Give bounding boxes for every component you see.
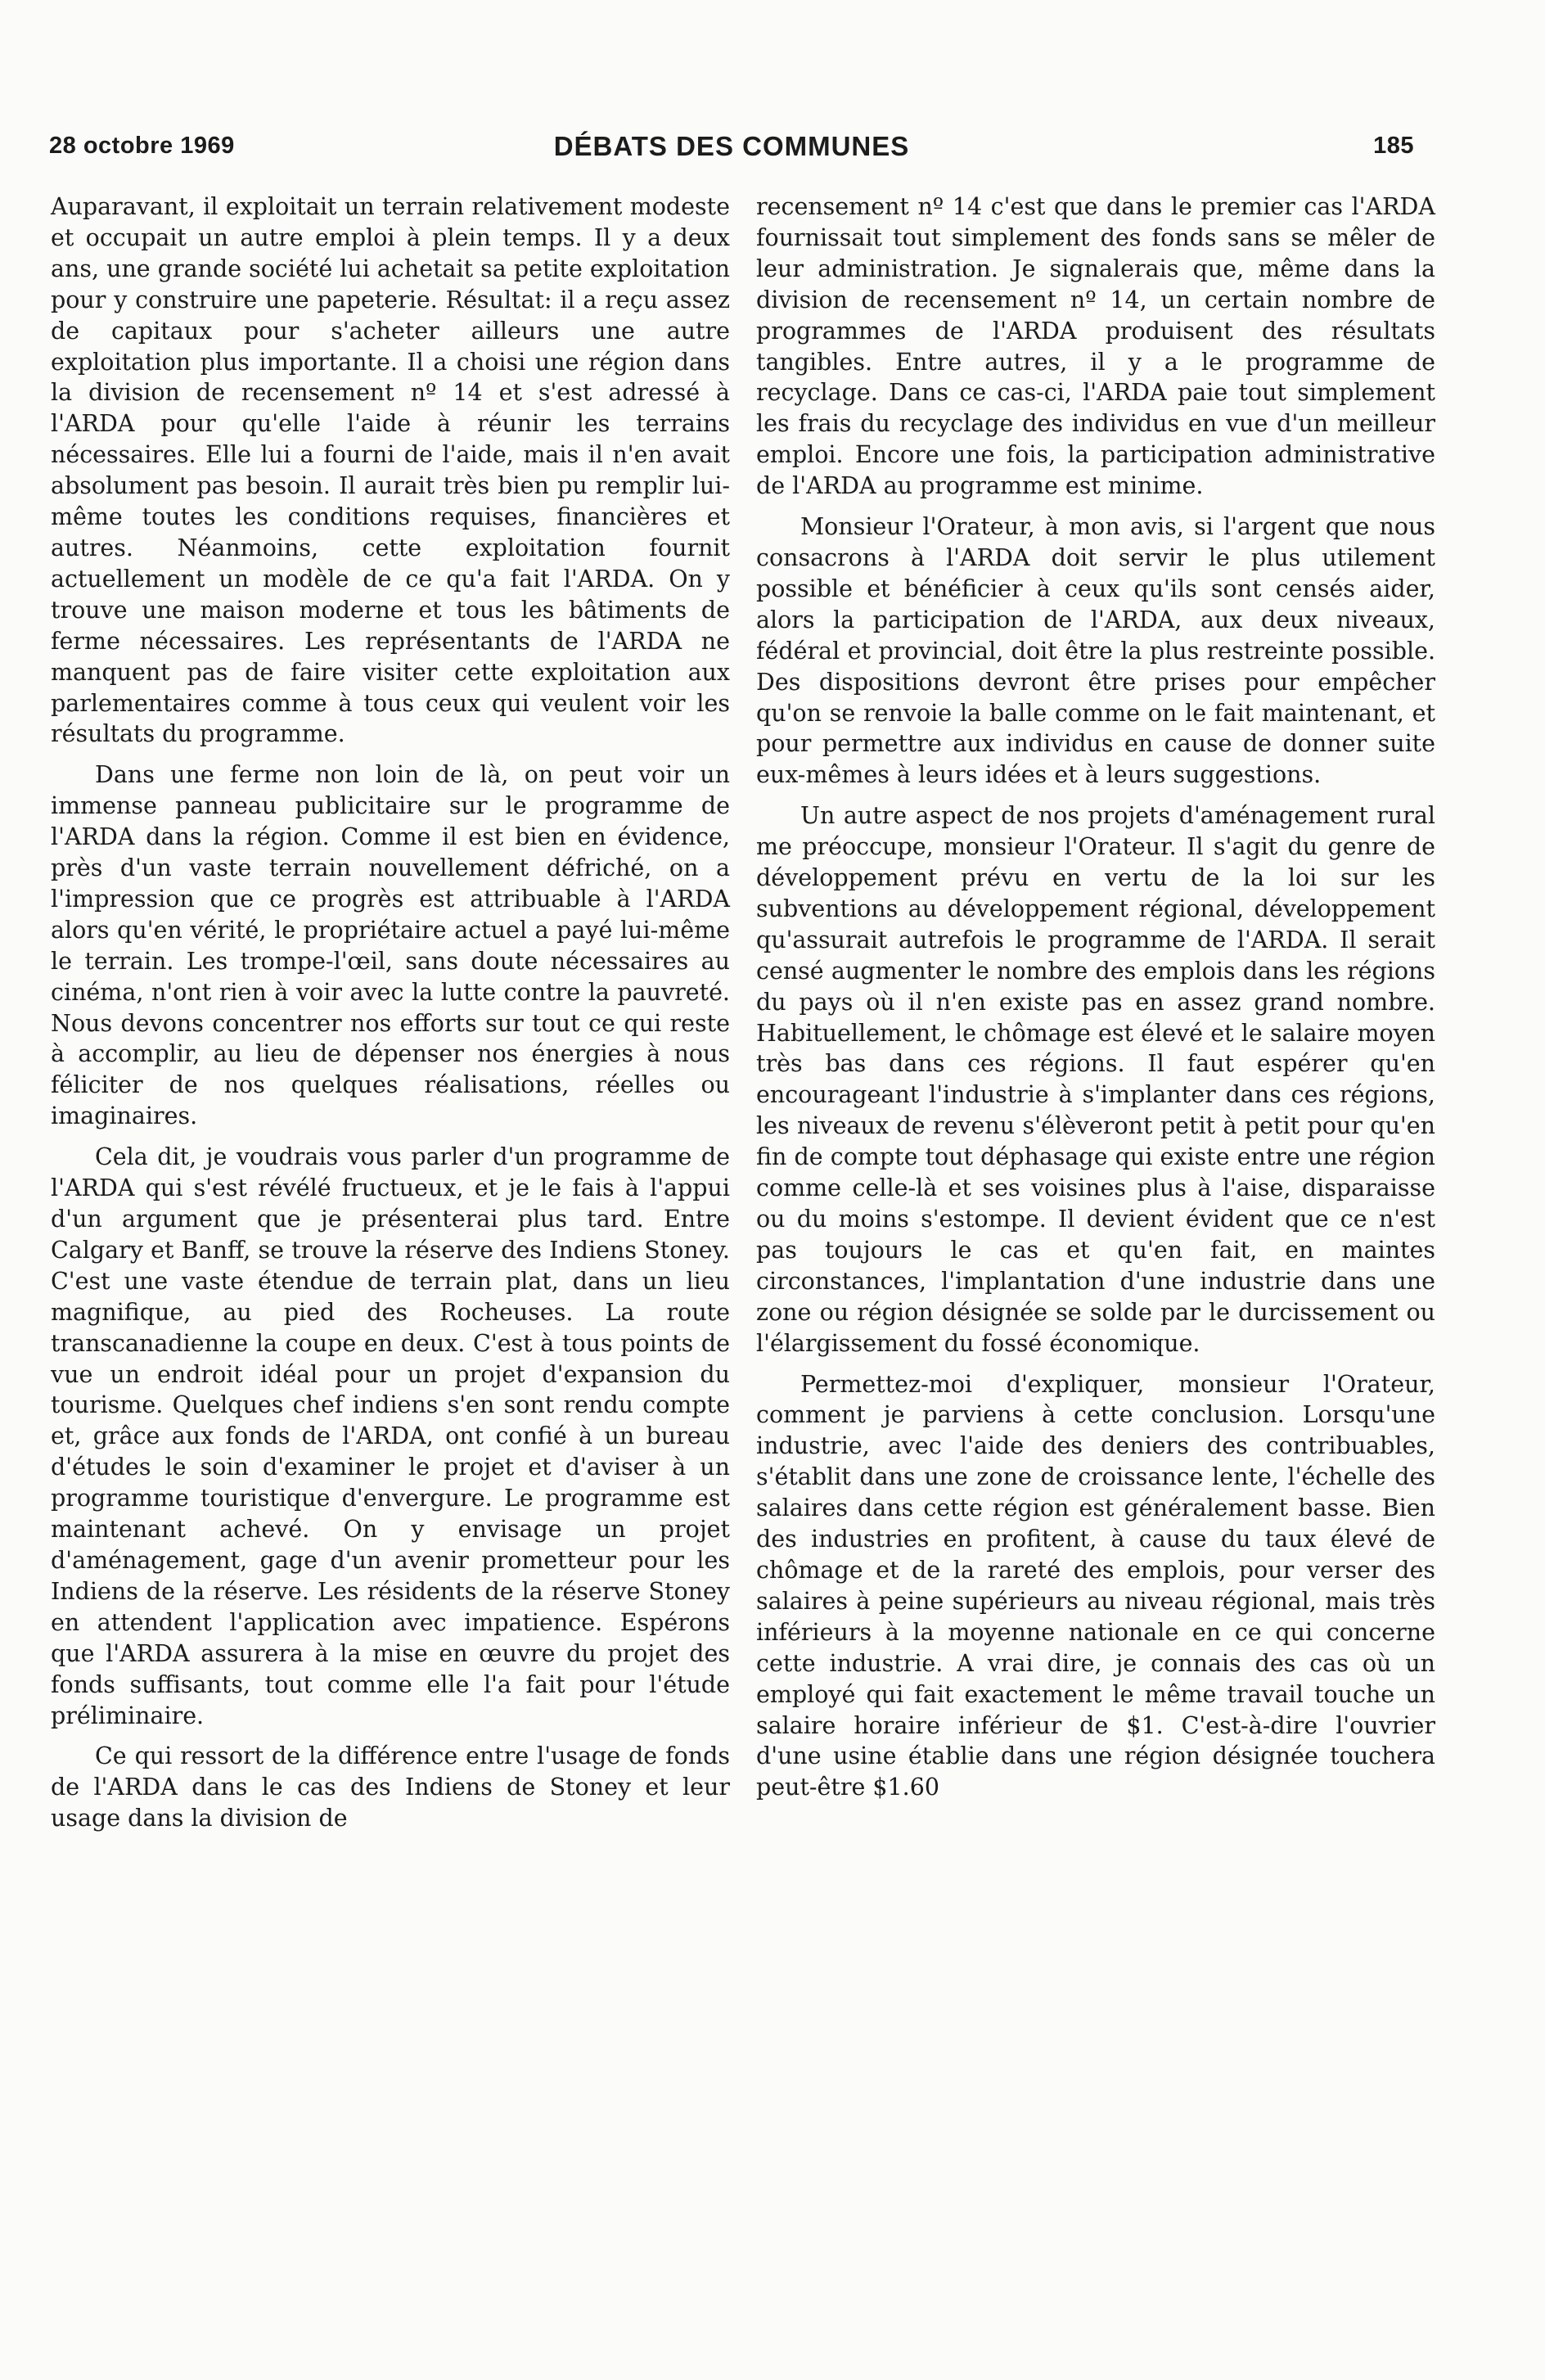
- paragraph: Cela dit, je voudrais vous parler d'un programme de l'ARDA qui s'est révélé fructueux, et je le fais à l'appui d'un argument que je présenterai plus tard. Entre Calgary et Banff, se trouve la réserve des Indiens Stoney. C'est une vaste étendue de terrain plat, dans un lieu magnifique, au pied des Rocheuses. La route transcanadienne la coupe en deux. C'est à tous points de vue un endroit idéal pour un projet d'expansion du tourisme. Quelques chef indiens s'en sont rendu compte et, grâce aux fonds de l'ARDA, ont confié à un bureau d'études le soin d'examiner le projet et d'aviser à un programme touristique d'envergure. Le programme est maintenant achevé. On y envisage un projet d'aménagement, gage d'un avenir prometteur pour les Indiens de la réserve. Les résidents de la réserve Stoney en attendent l'application avec impatience. Espérons que l'ARDA assurera à la mise en œuvre du projet des fonds suffisants, tout comme elle l'a fait pour l'étude préliminaire.: [51, 1143, 730, 1729]
- paragraph: Monsieur l'Orateur, à mon avis, si l'argent que nous consacrons à l'ARDA doit servir le plus utilement possible et bénéficier à ceux qu'ils sont censés aider, alors la participation de l'ARDA, aux deux niveaux, fédéral et provincial, doit être la plus restreinte possible. Des dispositions devront être prises pour empêcher qu'on se renvoie la balle comme on le fait maintenant, et pour permettre aux individus en cause de donner suite eux-mêmes à leurs idées et à leurs suggestions.: [756, 513, 1435, 789]
- page-header: [49, 133, 1414, 169]
- paragraph: Permettez-moi d'expliquer, monsieur l'Orateur, comment je parviens à cette conclusion. Lorsqu'une industrie, avec l'aide des deniers des contribuables, s'établit dans une zone de croissance lente, l'échelle des salaires dans cette région est généralement basse. Bien des industries en profitent, à cause du taux élevé de chômage et de la rareté des emplois, pour verser des salaires à peine supérieurs au niveau régional, mais très inférieurs à la moyenne nationale en ce qui concerne cette industrie. A vrai dire, je connais des cas où un employé qui fait exactement le même travail touche un salaire horaire inférieur de $1. C'est-à-dire l'ouvrier d'une usine établie dans une région désignée touchera peut-être $1.60: [756, 1370, 1435, 1801]
- paragraph: Un autre aspect de nos projets d'aménagement rural me préoccupe, monsieur l'Orateur. Il s'agit du genre de développement prévu en vertu de la loi sur les subventions au développement régional, développement qu'assurait autrefois le programme de l'ARDA. Il serait censé augmenter le nombre des emplois dans les régions du pays où il n'en existe pas en assez grand nombre. Habituellement, le chômage est élevé et le salaire moyen très bas dans ces régions. Il faut espérer qu'en encourageant l'industrie à s'implanter dans ces régions, les niveaux de revenu s'élèveront petit à petit pour qu'en fin de compte tout déphasage qui existe entre une région comme celle-là et ses voisines plus à l'aise, disparaisse ou du moins s'estompe. Il devient évident que ce n'est pas toujours le cas et qu'en fait, en maintes circonstances, l'implantation d'une industrie dans une zone ou région désignée se solde par le durcissement ou l'élargissement du fossé économique.: [756, 802, 1435, 1357]
- paragraph: Dans une ferme non loin de là, on peut voir un immense panneau publicitaire sur le programme de l'ARDA dans la région. Comme il est bien en évidence, près d'un vaste terrain nouvellement défriché, on a l'impression que ce progrès est attribuable à l'ARDA alors qu'en vérité, le propriétaire actuel a payé lui-même le terrain. Les trompe-l'œil, sans doute nécessaires au cinéma, n'ont rien à voir avec la lutte contre la pauvreté. Nous devons concentrer nos efforts sur tout ce qui reste à accomplir, au lieu de dépenser nos énergies à nous féliciter de nos quelques réalisations, réelles ou imaginaires.: [51, 761, 730, 1130]
- header-title: DÉBATS DES COMMUNES: [553, 131, 910, 161]
- paragraph: Ce qui ressort de la différence entre l'usage de fonds de l'ARDA dans le cas des Indiens de Stoney et leur usage dans la division de: [51, 1742, 730, 1832]
- page-number: 185: [1373, 133, 1414, 159]
- right-column: [756, 192, 1435, 1803]
- left-column: [51, 192, 730, 1834]
- paragraph: recensement nº 14 c'est que dans le premier cas l'ARDA fournissait tout simplement des fonds sans se mêler de leur administration. Je signalerais que, même dans la division de recensement nº 14, un certain nombre de programmes de l'ARDA produisent des résultats tangibles. Entre autres, il y a le programme de recyclage. Dans ce cas-ci, l'ARDA paie tout simplement les frais du recyclage des individus en vue d'un meilleur emploi. Encore une fois, la participation administrative de l'ARDA au programme est minime.: [756, 193, 1435, 500]
- paragraph: Auparavant, il exploitait un terrain relativement modeste et occupait un autre emploi à plein temps. Il y a deux ans, une grande société lui achetait sa petite exploitation pour y construire une papeterie. Résultat: il a reçu assez de capitaux pour s'acheter ailleurs une autre exploitation plus importante. Il a choisi une région dans la division de recensement nº 14 et s'est adressé à l'ARDA pour qu'elle l'aide à réunir les terrains nécessaires. Elle lui a fourni de l'aide, mais il n'en avait absolument pas besoin. Il aurait très bien pu remplir lui-même toutes les conditions requises, financières et autres. Néanmoins, cette exploitation fournit actuellement un modèle de ce qu'a fait l'ARDA. On y trouve une maison moderne et tous les bâtiments de ferme nécessaires. Les représentants de l'ARDA ne manquent pas de faire visiter cette exploitation aux parlementaires comme à tous ceux qui veulent voir les résultats du programme.: [51, 193, 730, 748]
- header-date: 28 octobre 1969: [49, 133, 235, 159]
